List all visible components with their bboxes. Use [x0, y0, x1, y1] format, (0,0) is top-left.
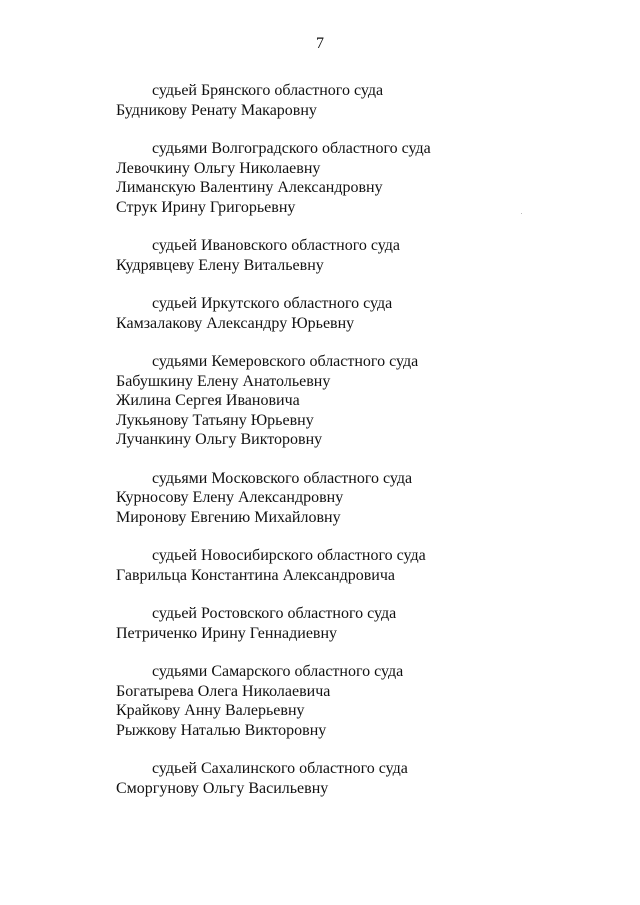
judge-name: Сморгунову Ольгу Васильевну [116, 779, 329, 797]
appointment-list [116, 81, 596, 817]
section-kemerovo [116, 352, 596, 450]
section-volgograd [116, 139, 596, 217]
judge-name: Жилина Сергея Ивановича [116, 392, 300, 409]
court-heading: судьей Новосибирского областного суда [152, 547, 426, 564]
court-heading: судьей Сахалинского областного суда [152, 760, 408, 777]
judge-name: Будникову Ренату Макаровну [116, 101, 317, 119]
judge-name: Миронову Евгению Михайловну [116, 508, 341, 526]
section-sakhalin [116, 759, 596, 798]
judge-name: Струк Ирину Григорьевну [116, 198, 296, 216]
section-bryansk [116, 81, 596, 120]
judge-name: Кудрявцеву Елену Витальевну [116, 256, 324, 274]
scan-speck [521, 213, 522, 214]
court-heading: судьями Московского областного суда [152, 469, 413, 487]
section-irkutsk [116, 294, 596, 333]
judge-name: Богатырева Олега Николаевича [116, 682, 331, 700]
judge-name: Крайкову Анну Валерьевну [116, 702, 305, 719]
judge-name: Курносову Елену Александровну [116, 489, 344, 506]
court-heading: судьей Ивановского областного суда [152, 237, 401, 254]
court-heading: судьями Самарского областного суда [152, 663, 404, 680]
judge-name: Лучанкину Ольгу Викторовну [116, 431, 323, 448]
judge-name: Петриченко Ирину Геннадиевну [116, 624, 338, 642]
judge-name: Лиманскую Валентину Александровну [116, 179, 383, 196]
section-ivanovo [116, 236, 596, 275]
court-heading: судьей Ростовского областного суда [152, 605, 397, 622]
page-number: 7 [316, 35, 324, 52]
court-heading: судьей Иркутского областного суда [152, 295, 393, 312]
judge-name: Рыжкову Наталью Викторовну [116, 721, 327, 739]
court-heading: судьей Брянского областного суда [152, 82, 384, 99]
court-heading: судьями Кемеровского областного суда [152, 353, 419, 370]
judge-name: Гаврильца Константина Александровича [116, 566, 396, 584]
court-heading: судьями Волгоградского областного суда [152, 140, 431, 157]
section-novosibirsk [116, 546, 596, 585]
judge-name: Камзалакову Александру Юрьевну [116, 314, 355, 332]
section-rostov [116, 604, 596, 643]
section-samara [116, 662, 596, 740]
judge-name: Лукьянову Татьяну Юрьевну [116, 411, 314, 429]
judge-name: Левочкину Ольгу Николаевну [116, 159, 321, 177]
section-moscow [116, 469, 596, 528]
judge-name: Бабушкину Елену Анатольевну [116, 372, 331, 390]
